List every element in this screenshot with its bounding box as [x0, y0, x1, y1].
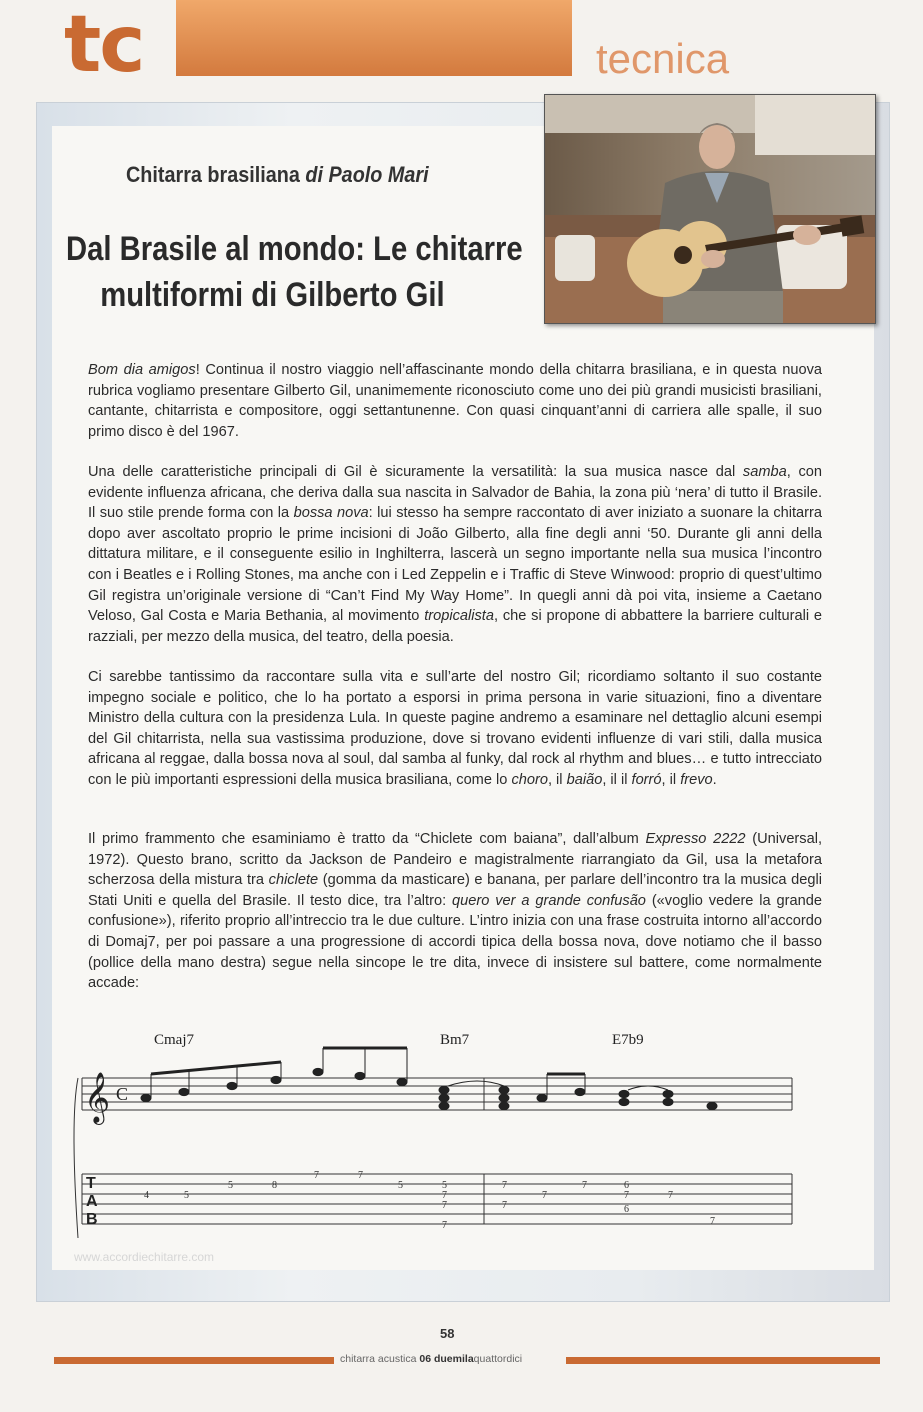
- tab-number: 7: [502, 1200, 507, 1211]
- greeting: Bom dia amigos: [88, 362, 196, 378]
- term-bossa-nova: bossa nova: [293, 505, 369, 522]
- tab-numbers: [144, 1170, 715, 1231]
- paragraph-2-text-b: , con evidente influenza africana, che deriva dalla sua nascita in Salvador de Bahia, la zona più ‘nera’ di tutto il Brasile. Il suo stile prende forma con la: [88, 464, 823, 522]
- photo-illustration: [545, 95, 875, 323]
- lyric-quote: quero ver a grande confusão: [452, 892, 646, 909]
- separator: .: [712, 771, 717, 788]
- paragraph-2-text-d: , che si propone di abbattere la barriere culturali e razziali, per mezzo della musica, del teatro, della poesia.: [88, 608, 822, 645]
- section-code: tc: [64, 0, 144, 90]
- paragraph-3: [88, 667, 822, 791]
- separator: , il: [661, 771, 681, 788]
- series-label: Chitarra brasiliana: [126, 162, 300, 187]
- tab-number: 7: [502, 1180, 507, 1191]
- term-frevo: frevo: [680, 771, 713, 788]
- paragraph-4: [88, 829, 822, 994]
- tab-number: 7: [314, 1170, 319, 1181]
- chord-symbols: [154, 1032, 644, 1048]
- chord-symbol: Cmaj7: [154, 1032, 194, 1048]
- chord-symbol: E7b9: [612, 1032, 644, 1048]
- section-name: tecnica: [596, 35, 730, 82]
- header-bar: [176, 0, 572, 76]
- footer-bar-right: [566, 1357, 880, 1364]
- time-signature: C: [116, 1084, 129, 1104]
- tab-number: 8: [272, 1180, 277, 1191]
- footer-bar-left: [54, 1357, 334, 1364]
- magazine-name: chitarra acustica: [340, 1353, 417, 1365]
- tab-number: 5: [228, 1180, 233, 1191]
- headline-line-2: multiformi di Gilberto Gil: [100, 276, 445, 314]
- tab-number: 6: [624, 1204, 629, 1215]
- article-headline: [66, 226, 523, 318]
- album-title: Expresso 2222: [645, 831, 746, 847]
- tab-number: 7: [668, 1190, 673, 1201]
- tab-number: 7: [710, 1216, 715, 1227]
- footer-magazine: [340, 1353, 522, 1365]
- tab-number: 7: [358, 1170, 363, 1181]
- paragraph-1: [88, 360, 822, 442]
- tab-letter: B: [86, 1211, 98, 1228]
- year-bold: duemila: [433, 1353, 474, 1365]
- paragraph-3-text: Ci sarebbe tantissimo da raccontare sulla vita e sull’arte del nostro Gil; ricordiamo soltanto il suo costante impegno sociale e politico, che lo ha portato a esporsi in prima persona in varie situazioni, fino a diventare Ministro della cultura con la presidenza Lula. In queste pagine andremo a esaminare nel dettaglio alcuni esempi del Gil chitarrista, nella sua vastissima produzione, dove si trovano evidenti influenze di vari stili, dalla musica africana al reggae, dalla bossa nova al soul, dal samba al funky, dal rock al rhythm and blues… e tutto intrecciato con le più importanti espressioni della musica brasiliana, come lo: [88, 669, 822, 788]
- term-samba: samba: [742, 464, 787, 480]
- tab-letter: T: [86, 1175, 96, 1192]
- paragraph-2: [88, 462, 822, 647]
- term-tropicalista: tropicalista: [424, 608, 494, 625]
- paragraph-4-text-b: (Universal, 1972). Questo brano, scritto da Jackson de Pandeiro e magistralmente riarrangiato da Gil, usa la metafora scherzosa della mistura tra: [88, 831, 823, 889]
- page-number: 58: [440, 1326, 455, 1341]
- tab-number: 7: [624, 1190, 629, 1201]
- paragraph-4-text-c: (gomma da masticare) e banana, per parlare dell’incontro tra la musica degli Stati Uniti e quella del Brasile. Il testo dice, tra l’altro:: [88, 872, 822, 909]
- term-baiao: baião: [566, 771, 603, 788]
- tab-number: 6: [624, 1180, 629, 1191]
- tab-number: 5: [184, 1190, 189, 1201]
- tab-number: 7: [442, 1200, 447, 1211]
- watermark: www.accordiechitarre.com: [74, 1250, 215, 1264]
- guitarist-photo: [544, 94, 876, 324]
- headline-line-1: Dal Brasile al mondo: Le chitarre: [66, 230, 523, 268]
- tab-number: 5: [442, 1180, 447, 1191]
- tab-number: 7: [442, 1220, 447, 1231]
- paragraph-4-text-d: («voglio vedere la grande confusione»), riferito proprio all’intreccio tra le due culture. L’intro inizia con una frase costruita intorno all’accordo di Domaj7, per poi passare a una progressione di accordi tipica della bossa nova, dove notiamo che il basso (pollice della mano destra) segue nella sincope le tre dita, invece di insistere sul battere, come normalmente accade:: [88, 892, 822, 992]
- issue-number: 06: [419, 1353, 432, 1365]
- music-notation: [72, 1022, 852, 1242]
- year-rest: quattordici: [473, 1353, 523, 1365]
- tab-number: 5: [398, 1180, 403, 1191]
- paragraph-4-text-a: Il primo frammento che esaminiamo è tratto da “Chiclete com baiana”, dall’album: [88, 831, 646, 847]
- term-choro: choro: [511, 771, 548, 788]
- paragraph-1-text: ! Continua il nostro viaggio nell’affascinante mondo della chitarra brasiliana, e in questa nuova rubrica vogliamo presentare Gilberto Gil, unanimemente riconosciuto come uno dei più grandi musicisti brasiliani, cantante, chitarrista e compositore, oggi settantunenne. Con quasi cinquant’anni di carriera alle spalle, il suo primo disco è del 1967.: [88, 362, 823, 440]
- treble-clef-icon: 𝄞: [84, 1072, 111, 1123]
- separator: , il: [547, 771, 567, 788]
- term-forro: forró: [631, 771, 662, 788]
- tab-letter: A: [86, 1193, 98, 1210]
- tab-number: 7: [442, 1190, 447, 1201]
- paragraph-2-text-c: : lui stesso ha sempre raccontato di aver iniziato a suonare la chitarra dopo aver ascoltato proprio le prime incisioni di João Gilberto, alla fine degli anni ‘50. Durante gli anni della dittatura militare, e il conseguente esilio in Inghilterra, lascerà un segno importante nella sua musica l’incontro con i Beatles e i Rolling Stones, ma anche con i Led Zeppelin e i Traffic di Steve Winwood: proprio di quest’ultimo Gil registra un’originale versione di “Can’t Find My Way Home”. In quegli anni dà poi vita, insieme a Caetano Veloso, Gal Costa e Maria Bethania, al movimento: [88, 505, 822, 625]
- byline: di Paolo Mari: [305, 162, 429, 187]
- separator: , il il: [602, 771, 632, 788]
- paragraph-2-text-a: Una delle caratteristiche principali di Gil è sicuramente la versatilità: la sua musica nasce dal: [88, 464, 743, 480]
- notes: [141, 1048, 717, 1110]
- chord-symbol: Bm7: [440, 1032, 470, 1048]
- tab-number: 7: [582, 1180, 587, 1191]
- article-series-byline: [126, 162, 429, 188]
- tab-number: 4: [144, 1190, 149, 1201]
- tab-number: 7: [542, 1190, 547, 1201]
- term-chiclete: chiclete: [268, 872, 319, 889]
